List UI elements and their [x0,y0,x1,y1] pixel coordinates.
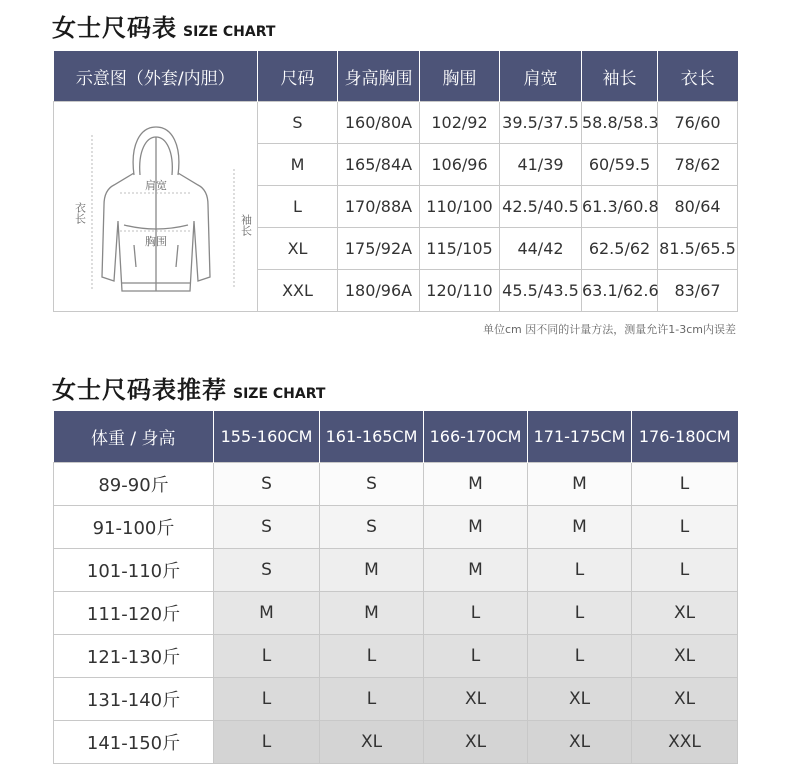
size-recommend-title-en: SIZE CHART [233,386,326,402]
size-cell: L [424,592,528,635]
size-chart-title-cn: 女士尺码表 [52,14,177,42]
size-cell: XL [528,678,632,721]
size-cell: XL [632,592,738,635]
table-row [54,506,738,549]
length-cell: 76/60 [658,102,738,144]
table-row [54,463,738,506]
size-cell: XXL [632,721,738,764]
size-cell: L [214,678,320,721]
header-height-range: 155-160CM [214,411,320,463]
size-cell: S [320,463,424,506]
shoulder-cell: 39.5/37.5 [500,102,582,144]
sleeve-label: 袖长 [239,213,252,236]
size-cell: XL [632,678,738,721]
height-chest-cell: 165/84A [338,144,420,186]
size-cell: L [528,635,632,678]
sleeve-cell: 60/59.5 [582,144,658,186]
size-cell: M [424,549,528,592]
sleeve-cell: 61.3/60.8 [582,186,658,228]
size-cell: M [528,463,632,506]
size-cell: L [320,678,424,721]
jacket-figure-cell [54,102,258,312]
size-cell: M [214,592,320,635]
size-cell: M [528,506,632,549]
size-cell: L [632,463,738,506]
size-cell: XL [528,721,632,764]
length-cell: 78/62 [658,144,738,186]
header-height-range: 166-170CM [424,411,528,463]
size-cell: L [214,721,320,764]
size-cell: XL [320,721,424,764]
sleeve-cell: 58.8/58.3 [582,102,658,144]
chest-label: 胸围 [144,234,167,248]
length-cell: 80/64 [658,186,738,228]
shoulder-cell: 42.5/40.5 [500,186,582,228]
measurement-note: 单位cm 因不同的计量方法，测量允许1-3cm内误差 [483,323,736,336]
weight-cell: 91-100斤 [54,506,214,549]
size-cell: S [214,463,320,506]
size-recommend-header-row [54,411,738,463]
header-figure: 示意图（外套/内胆） [54,51,258,102]
size-cell: L [632,506,738,549]
length-label: 衣长 [73,201,86,224]
weight-cell: 141-150斤 [54,721,214,764]
size-cell: L [424,635,528,678]
size-cell: L [320,635,424,678]
weight-cell: 131-140斤 [54,678,214,721]
table-row [54,721,738,764]
size-cell: L [258,186,338,228]
shoulder-cell: 44/42 [500,228,582,270]
size-cell: S [320,506,424,549]
shoulder-label: 肩宽 [144,178,167,192]
header-sleeve: 袖长 [582,51,658,102]
header-height-range: 161-165CM [320,411,424,463]
size-cell: XL [424,678,528,721]
size-chart-header-row [54,51,738,102]
header-length: 衣长 [658,51,738,102]
size-cell: M [258,144,338,186]
size-cell: M [320,592,424,635]
table-row [54,635,738,678]
length-cell: 81.5/65.5 [658,228,738,270]
size-chart-table [53,51,738,312]
size-cell: XL [632,635,738,678]
header-size: 尺码 [258,51,338,102]
header-chest: 胸围 [420,51,500,102]
chest-cell: 115/105 [420,228,500,270]
size-cell: S [214,506,320,549]
chest-cell: 110/100 [420,186,500,228]
table-row [54,592,738,635]
header-height-range: 171-175CM [528,411,632,463]
size-cell: S [258,102,338,144]
table-row [54,678,738,721]
size-chart-title [52,8,275,43]
length-cell: 83/67 [658,270,738,312]
shoulder-cell: 41/39 [500,144,582,186]
size-cell: XL [424,721,528,764]
height-chest-cell: 160/80A [338,102,420,144]
header-shoulder: 肩宽 [500,51,582,102]
chest-cell: 102/92 [420,102,500,144]
height-chest-cell: 175/92A [338,228,420,270]
size-cell: L [528,549,632,592]
size-cell: M [320,549,424,592]
size-recommend-title [52,370,325,405]
table-row [54,549,738,592]
jacket-illustration-icon [56,105,256,305]
height-chest-cell: 180/96A [338,270,420,312]
sleeve-cell: 62.5/62 [582,228,658,270]
size-chart-title-en: SIZE CHART [183,24,276,40]
header-height-chest: 身高胸围 [338,51,420,102]
weight-cell: 121-130斤 [54,635,214,678]
size-cell: L [632,549,738,592]
size-cell: S [214,549,320,592]
size-cell: L [214,635,320,678]
size-cell: L [528,592,632,635]
header-weight-height: 体重 / 身高 [54,411,214,463]
shoulder-cell: 45.5/43.5 [500,270,582,312]
size-cell: M [424,463,528,506]
table-row [54,102,738,144]
chest-cell: 120/110 [420,270,500,312]
weight-cell: 89-90斤 [54,463,214,506]
size-recommend-table [53,411,738,764]
size-cell: XL [258,228,338,270]
size-cell: XXL [258,270,338,312]
header-height-range: 176-180CM [632,411,738,463]
chest-cell: 106/96 [420,144,500,186]
weight-cell: 111-120斤 [54,592,214,635]
weight-cell: 101-110斤 [54,549,214,592]
size-recommend-title-cn: 女士尺码表推荐 [52,376,227,404]
sleeve-cell: 63.1/62.6 [582,270,658,312]
size-cell: M [424,506,528,549]
height-chest-cell: 170/88A [338,186,420,228]
